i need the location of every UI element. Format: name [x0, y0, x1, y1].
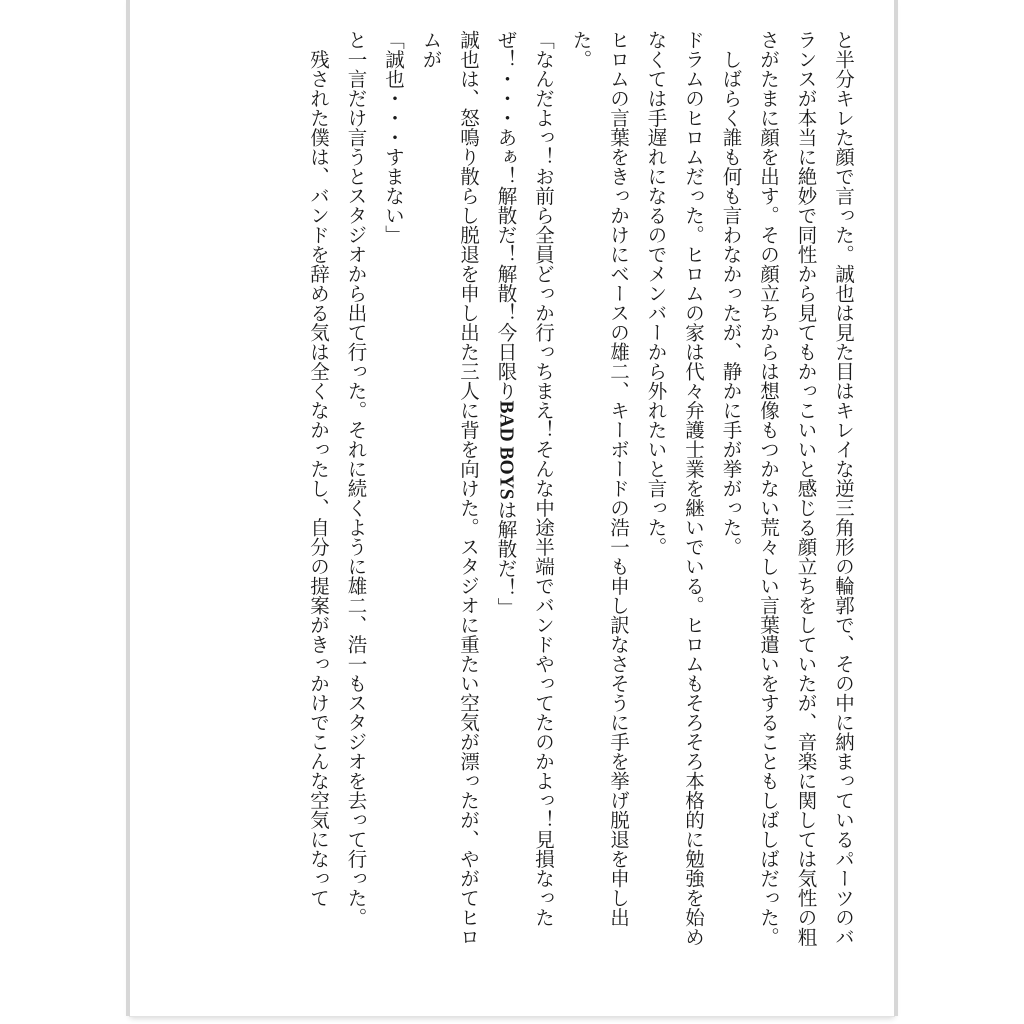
- paragraph: 「誠也・・・すまない」: [382, 30, 405, 245]
- paragraph: 誠也は、怒鳴り散らし脱退を申し出た三人に背を向けた。スタジオに重たい空気が漂ったが、やがてヒロムが: [419, 30, 480, 947]
- page: [130, 0, 894, 1016]
- paragraph: ヒロムの言葉をきっかけにベースの雄二、キーボードの浩一も申し訳なさそうに手を挙げ脱退を申し出た。: [569, 30, 630, 927]
- paragraph: [487, 30, 562, 960]
- paragraph: しばらく誰も何も言わなかったが、静かに手が挙がった。: [719, 30, 743, 557]
- paragraph: ドラムのヒロムだった。ヒロムの家は代々弁護士業を継いでいる。ヒロムもそろそろ本格的に勉強を始めなくては手遅れになるのでメンバーから外れたいと言った。: [644, 30, 705, 947]
- paragraph: 残された僕は、バンドを辞める気は全くなかったし、自分の提案がきっかけでこんな空気になって: [307, 30, 330, 908]
- dialogue-text: 「なんだよっ！お前ら全員どっか行っちまえ！そんな中途半端でバンドやってたのかよっ！見損なったぜ！・・・あぁ！解散だ！解散！今日限り: [494, 30, 555, 927]
- page-body-text: [142, 30, 862, 960]
- paragraph: と半分キレた顔で言った。誠也は見た目はキレイな逆三角形の輪郭で、その中に納まっているパーツのバランスが本当に絶妙で同性から見てもかっこいいと感じる顔立ちをしていたが、音楽に関しては気性の粗さがたまに顔を出す。その顔立ちからは想像もつかない荒々しい言葉遣いをすることもしばしばだった。: [757, 30, 855, 947]
- dialogue-text-end: は解散だ！」: [494, 499, 518, 617]
- band-name: BAD BOYS: [495, 400, 517, 500]
- paragraph: と一言だけ言うとスタジオから出て行った。それに続くように雄二、浩一もスタジオを去って行った。: [344, 30, 368, 927]
